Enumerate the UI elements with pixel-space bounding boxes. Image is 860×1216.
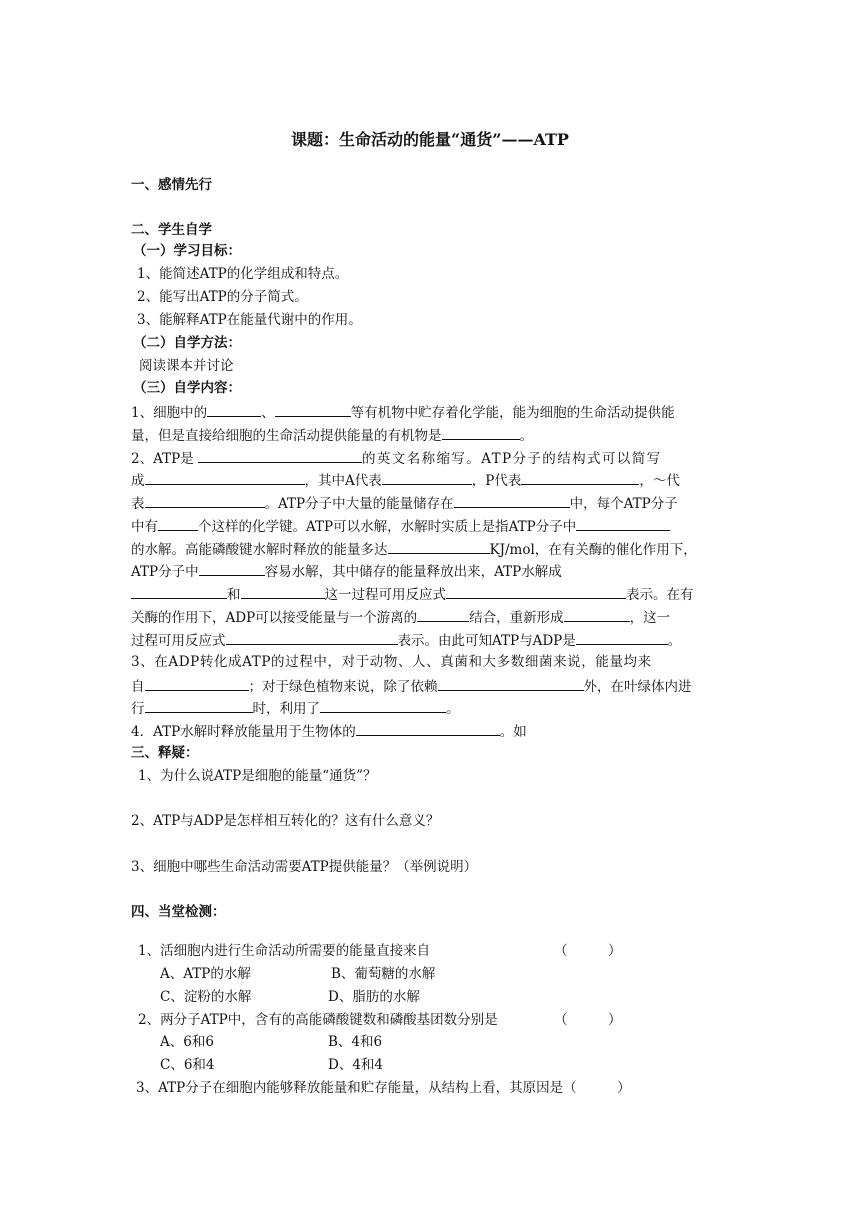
blank[interactable] [454, 493, 570, 508]
blank[interactable] [199, 561, 265, 576]
content-2-line-6: ATP分子中 容易水解，其中储存的能量释放出来，ATP水解成 [131, 561, 731, 581]
blank[interactable] [145, 698, 253, 713]
blank[interactable] [226, 630, 398, 645]
blank[interactable] [275, 402, 351, 417]
test-1-answer-paren[interactable]: （ ） [554, 943, 622, 959]
test-2-option-c[interactable]: C、6和4 [160, 1057, 215, 1073]
goals-heading: （一）学习目标： [133, 243, 241, 259]
method-text: 阅读课本并讨论 [139, 358, 234, 374]
blank[interactable] [442, 425, 520, 440]
content-2-line-9: 过程可用反应式 表示。由此可知ATP与ADP是 。 [131, 630, 731, 650]
method-heading: （二）自学方法： [133, 335, 241, 351]
content-4-line: 4．ATP水解时释放能量用于生物体的 。如 [131, 721, 731, 741]
page-title: 课题：生命活动的能量“通货”——ATP [291, 130, 569, 149]
goal-item: 3、能解释ATP在能量代谢中的作用。 [137, 312, 362, 328]
blank[interactable] [438, 676, 584, 691]
section-2-heading: 二、学生自学 [131, 222, 212, 238]
blank[interactable] [320, 698, 446, 713]
question-1: 1、为什么说ATP是细胞的能量“通货”？ [138, 768, 377, 784]
content-3-line-2: 自 ；对于绿色植物来说，除了依赖 外，在叶绿体内进 [131, 676, 731, 696]
content-2-line-1: 2、ATP是 的英文名称缩写。ATP分子的结构式可以简写 [131, 448, 731, 468]
test-3-question: 3、ATP分子在细胞内能够释放能量和贮存能量，从结构上看，其原因是（ ） [136, 1080, 631, 1096]
blank[interactable] [131, 584, 227, 599]
blank[interactable] [241, 584, 325, 599]
test-1-option-a[interactable]: A、ATP的水解 [160, 966, 251, 982]
blank[interactable] [382, 470, 472, 485]
content-2-line-4: 中有 个这样的化学键。ATP可以水解，水解时实质上是指ATP分子中 [131, 516, 731, 536]
blank[interactable] [576, 516, 670, 531]
blank[interactable] [388, 539, 490, 554]
test-2-option-b[interactable]: B、4和6 [328, 1034, 383, 1050]
content-2-line-7: 和 这一过程可用反应式 表示。在有 [131, 584, 731, 604]
test-2-answer-paren[interactable]: （ ） [554, 1012, 622, 1028]
blank[interactable] [158, 516, 198, 531]
goal-item: 1、能简述ATP的化学组成和特点。 [137, 266, 349, 282]
content-1-line-1: 1、细胞中的 、 等有机物中贮存着化学能，能为细胞的生命活动提供能 [131, 402, 731, 422]
content-heading: （三）自学内容： [133, 380, 241, 396]
content-2-line-3: 表 。ATP分子中大量的能量储存在 中，每个ATP分子 [131, 493, 731, 513]
test-1-option-d[interactable]: D、脂肪的水解 [328, 989, 420, 1005]
content-1-line-2: 量，但是直接给细胞的生命活动提供能量的有机物是 。 [131, 425, 731, 445]
blank[interactable] [576, 630, 668, 645]
test-2-question: 2、两分子ATP中，含有的高能磷酸键数和磷酸基团数分别是 [138, 1012, 498, 1028]
blank[interactable] [446, 584, 626, 599]
goal-item: 2、能写出ATP的分子简式。 [137, 289, 308, 305]
content-2-line-5: 的水解。高能磷酸键水解时释放的能量多达 KJ/mol，在有关酶的催化作用下， [131, 539, 731, 559]
question-2: 2、ATP与ADP是怎样相互转化的？这有什么意义？ [131, 813, 440, 829]
section-3-heading: 三、释疑： [131, 745, 199, 761]
test-1-option-c[interactable]: C、淀粉的水解 [160, 989, 252, 1005]
test-2-option-a[interactable]: A、6和6 [160, 1034, 214, 1050]
blank[interactable] [356, 721, 500, 736]
blank[interactable] [417, 607, 469, 622]
blank[interactable] [145, 470, 305, 485]
blank[interactable] [564, 607, 630, 622]
section-4-heading: 四、当堂检测： [131, 904, 226, 920]
blank[interactable] [207, 402, 261, 417]
test-1-question: 1、活细胞内进行生命活动所需要的能量直接来自 [138, 943, 431, 959]
blank[interactable] [521, 470, 639, 485]
content-2-line-2: 成 ，其中A代表 ，P代表 ，～代 [131, 470, 731, 490]
content-2-line-8: 关酶的作用下，ADP可以接受能量与一个游离的 结合，重新形成 ，这一 [131, 607, 731, 627]
content-3-line-1: 3、在ADP转化成ATP的过程中，对于动物、人、真菌和大多数细菌来说，能量均来 [131, 654, 652, 670]
blank[interactable] [198, 448, 362, 463]
blank[interactable] [145, 493, 265, 508]
content-3-line-3: 行 时，利用了 。 [131, 698, 731, 718]
section-1-heading: 一、感情先行 [131, 177, 212, 193]
test-2-option-d[interactable]: D、4和4 [328, 1057, 384, 1073]
question-3: 3、细胞中哪些生命活动需要ATP提供能量？（举例说明） [131, 859, 478, 875]
blank[interactable] [145, 676, 249, 691]
test-1-option-b[interactable]: B、葡萄糖的水解 [331, 966, 436, 982]
